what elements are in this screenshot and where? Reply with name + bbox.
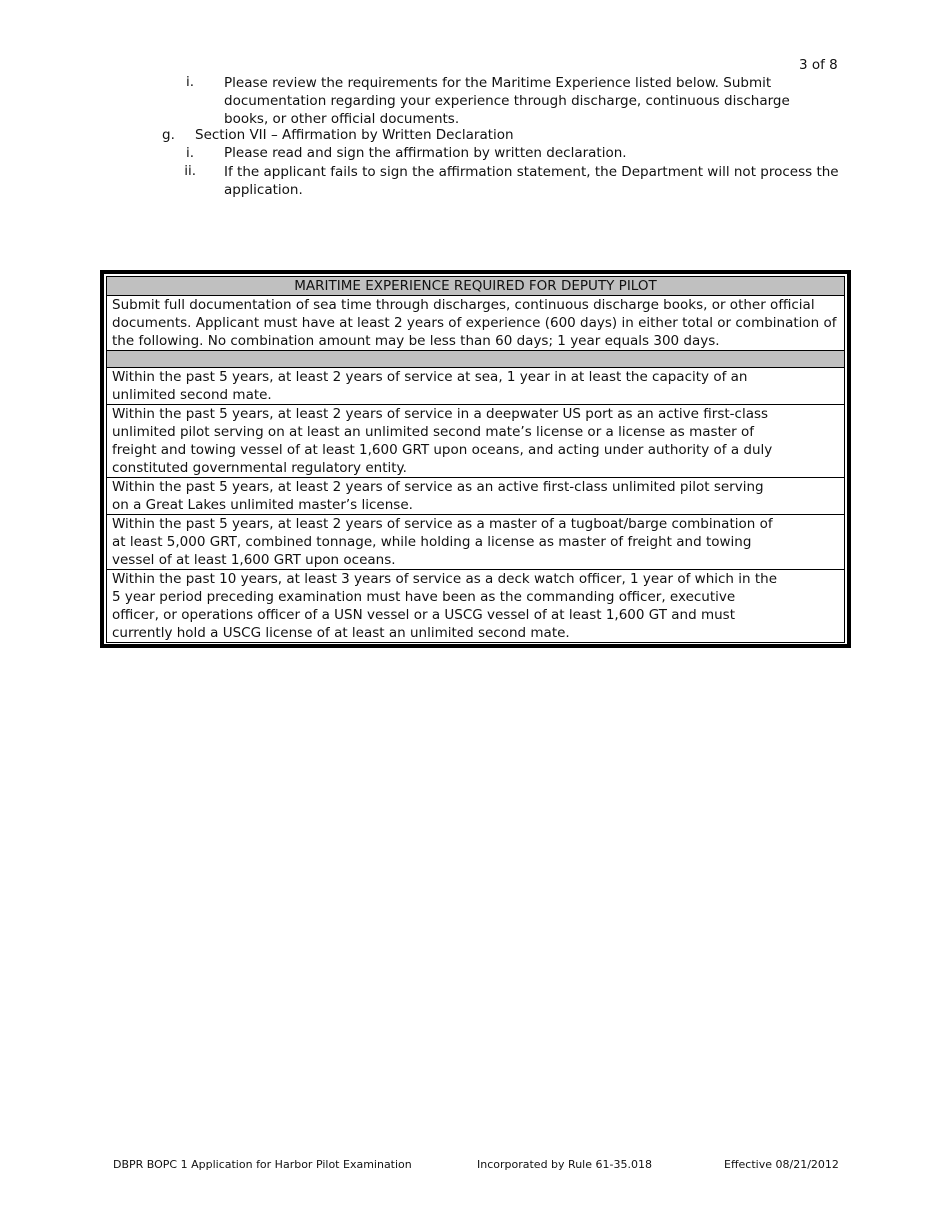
page-number: 3 of 8 (799, 57, 838, 73)
table-row (107, 368, 845, 405)
list-marker: i. (185, 145, 194, 161)
row-line: Within the past 5 years, at least 2 years of service as a master of a tugboat/barge combination of (112, 516, 773, 532)
row-line: Within the past 5 years, at least 2 years of service in a deepwater US port as an active first-class (112, 406, 769, 422)
row-line: vessel of at least 1,600 GRT upon oceans. (112, 552, 396, 568)
row-line: at least 5,000 GRT, combined tonnage, while holding a license as master of freight and towing (112, 534, 752, 550)
intro-line: Submit full documentation of sea time through discharges, continuous discharge books, or other official (112, 297, 815, 313)
footer-rule: Incorporated by Rule 61-35.018 (477, 1158, 652, 1171)
table-intro-row (107, 296, 845, 351)
row-line: Within the past 5 years, at least 2 years of service at sea, 1 year in at least the capacity of an (112, 369, 748, 385)
intro-line: the following. No combination amount may be less than 60 days; 1 year equals 300 days. (112, 333, 720, 349)
footer-effective-date: Effective 08/21/2012 (724, 1158, 839, 1171)
table-row (107, 478, 845, 515)
table-row (107, 515, 845, 570)
table-title: MARITIME EXPERIENCE REQUIRED FOR DEPUTY PILOT (107, 277, 845, 296)
section-title: Section VII – Affirmation by Written Declaration (195, 127, 514, 143)
instruction-line: If the applicant fails to sign the affirmation statement, the Department will not process the (224, 164, 839, 180)
row-line: currently hold a USCG license of at least an unlimited second mate. (112, 625, 570, 641)
list-marker: ii. (184, 163, 196, 179)
table-row (107, 405, 845, 478)
row-line: freight and towing vessel of at least 1,600 GRT upon oceans, and acting under authority of a duly (112, 442, 773, 458)
list-marker: i. (185, 74, 194, 90)
row-line: officer, or operations officer of a USN vessel or a USCG vessel of at least 1,600 GT and must (112, 607, 736, 623)
instruction-line: documentation regarding your experience through discharge, continuous discharge (224, 93, 790, 109)
row-line: constituted governmental regulatory entity. (112, 460, 407, 476)
row-line: on a Great Lakes unlimited master’s license. (112, 497, 413, 513)
row-line: unlimited pilot serving on at least an unlimited second mate’s license or a license as master of (112, 424, 755, 440)
row-line: Within the past 10 years, at least 3 years of service as a deck watch officer, 1 year of which in the (112, 571, 778, 587)
row-line: unlimited second mate. (112, 387, 272, 403)
instruction-line: Please review the requirements for the Maritime Experience listed below. Submit (224, 75, 772, 91)
footer-form-name: DBPR BOPC 1 Application for Harbor Pilot Examination (113, 1158, 412, 1171)
instruction-line: application. (224, 182, 303, 198)
table-header-row (107, 277, 845, 296)
table-divider-row (107, 351, 845, 368)
maritime-experience-table (100, 270, 851, 648)
intro-line: documents. Applicant must have at least 2 years of experience (600 days) in either total or combination of (112, 315, 837, 331)
list-marker: g. (162, 127, 175, 143)
table-row (107, 570, 845, 643)
row-line: Within the past 5 years, at least 2 years of service as an active first-class unlimited pilot serving (112, 479, 764, 495)
instruction-text: Please read and sign the affirmation by written declaration. (224, 145, 627, 161)
row-line: 5 year period preceding examination must have been as the commanding officer, executive (112, 589, 736, 605)
instruction-line: books, or other official documents. (224, 111, 460, 127)
